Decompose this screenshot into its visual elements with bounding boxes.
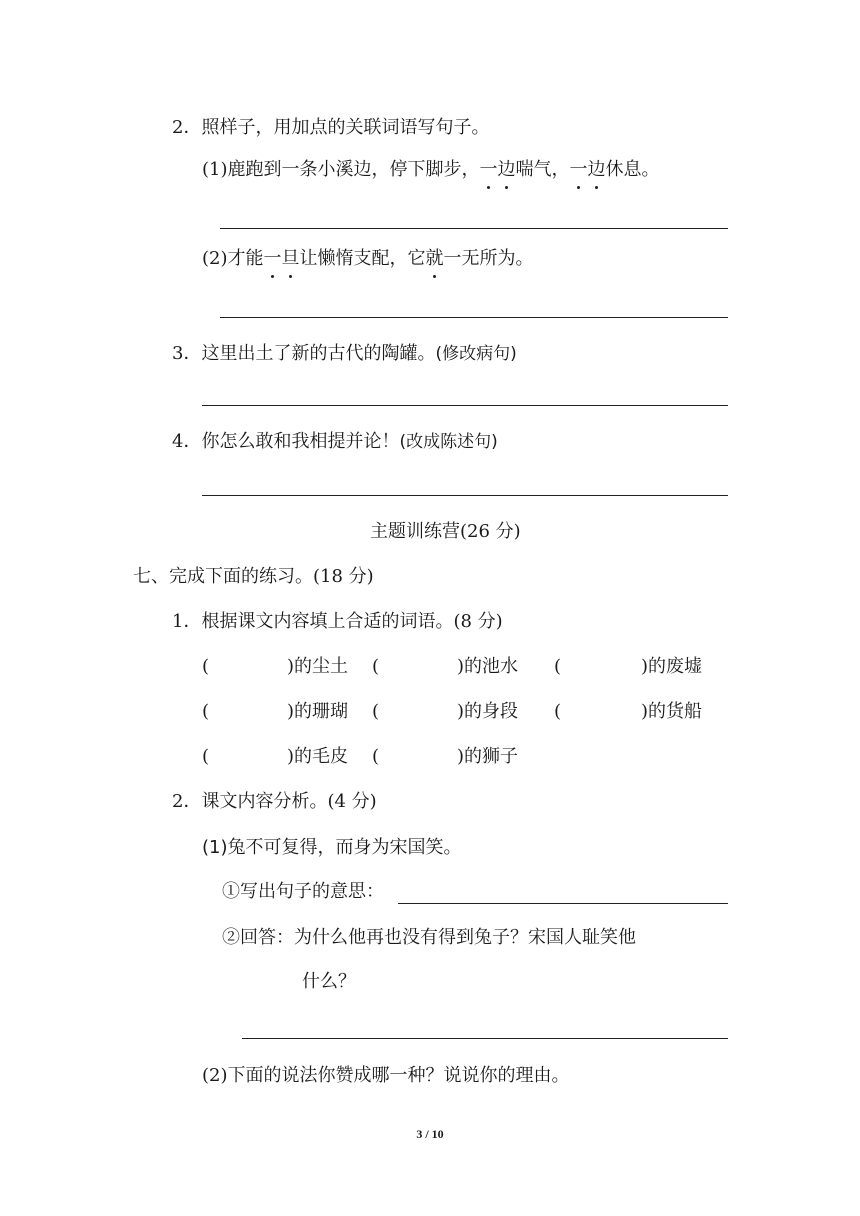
question-a: ①写出句子的意思：	[222, 881, 384, 902]
blank-word: )的毛皮	[287, 746, 349, 767]
answer-line[interactable]	[202, 405, 728, 406]
blank-word: )的身段	[457, 701, 519, 722]
emphasis-dot-char: 一	[479, 159, 498, 180]
q7-title: 七、完成下面的练习。(18 分)	[133, 566, 374, 587]
answer-line[interactable]	[398, 903, 728, 904]
text-segment: 4．你怎么敢和我相提并论！	[172, 431, 400, 452]
question-b-line1: ②回答：为什么他再也没有得到兔子？宋国人耻笑他	[222, 927, 636, 948]
text-segment: 一无所为。	[443, 248, 534, 269]
blank-word: )的池水	[457, 656, 519, 677]
answer-line[interactable]	[220, 228, 728, 229]
text-segment: 3．这里出土了新的古代的陶罐。	[172, 343, 436, 364]
blank-word: )的废墟	[641, 656, 703, 677]
blank-word: )的尘土	[287, 656, 349, 677]
emphasis-dot-char: 一	[569, 159, 588, 180]
blank-word: )的狮子	[457, 746, 519, 767]
blank-word: )的货船	[641, 701, 703, 722]
blank-open-paren: (	[554, 656, 562, 677]
blank-input[interactable]	[564, 655, 639, 679]
blank-open-paren: (	[372, 701, 380, 722]
text-segment: (1)鹿跑到一条小溪边，停下脚步，	[202, 159, 480, 180]
emphasis-dot-char: 一	[263, 248, 282, 269]
q2-sentence-1	[202, 158, 660, 182]
blank-word: )的珊瑚	[287, 701, 349, 722]
emphasis-dot-char: 边	[587, 159, 606, 180]
classical-sentence: (1)兔不可复得，而身为宋国笑。	[202, 837, 462, 858]
q3-text	[172, 342, 517, 366]
instruction-note: (改成陈述句)	[399, 432, 498, 452]
blank-open-paren: (	[554, 701, 562, 722]
page-number: 3 / 10	[416, 1127, 444, 1141]
blank-input[interactable]	[382, 700, 455, 724]
blank-input[interactable]	[212, 655, 285, 679]
section-title: 主题训练营(26 分)	[370, 521, 521, 542]
q4-text	[172, 430, 498, 454]
blank-open-paren: (	[202, 656, 210, 677]
blank-open-paren: (	[372, 746, 380, 767]
blank-input[interactable]	[212, 745, 285, 769]
emphasis-dot-char: 旦	[281, 248, 300, 269]
question-2-part2: (2)下面的说法你赞成哪一种？说说你的理由。	[202, 1065, 570, 1086]
text-segment: 休息。	[605, 159, 660, 180]
answer-line[interactable]	[242, 1038, 728, 1039]
blank-input[interactable]	[564, 700, 639, 724]
instruction-note: (修改病句)	[435, 344, 517, 364]
q2-sentence-2	[202, 247, 534, 271]
blank-input[interactable]	[382, 655, 455, 679]
text-segment: 喘气，	[515, 159, 570, 180]
q7-part2-title: 2．课文内容分析。(4 分)	[172, 791, 377, 812]
q2-title: 2．照样子，用加点的关联词语写句子。	[172, 117, 490, 138]
blank-input[interactable]	[382, 745, 455, 769]
emphasis-dot-char: 就	[425, 248, 444, 269]
q7-part1-title: 1．根据课文内容填上合适的词语。(8 分)	[172, 611, 503, 632]
blank-input[interactable]	[212, 700, 285, 724]
answer-line[interactable]	[220, 317, 728, 318]
text-segment: (2)才能	[202, 248, 264, 269]
blank-open-paren: (	[202, 746, 210, 767]
blank-open-paren: (	[202, 701, 210, 722]
question-b-line2: 什么？	[302, 971, 356, 992]
answer-line[interactable]	[202, 495, 728, 496]
blank-open-paren: (	[372, 656, 380, 677]
text-segment: 让懒惰支配，它	[299, 248, 426, 269]
emphasis-dot-char: 边	[497, 159, 516, 180]
